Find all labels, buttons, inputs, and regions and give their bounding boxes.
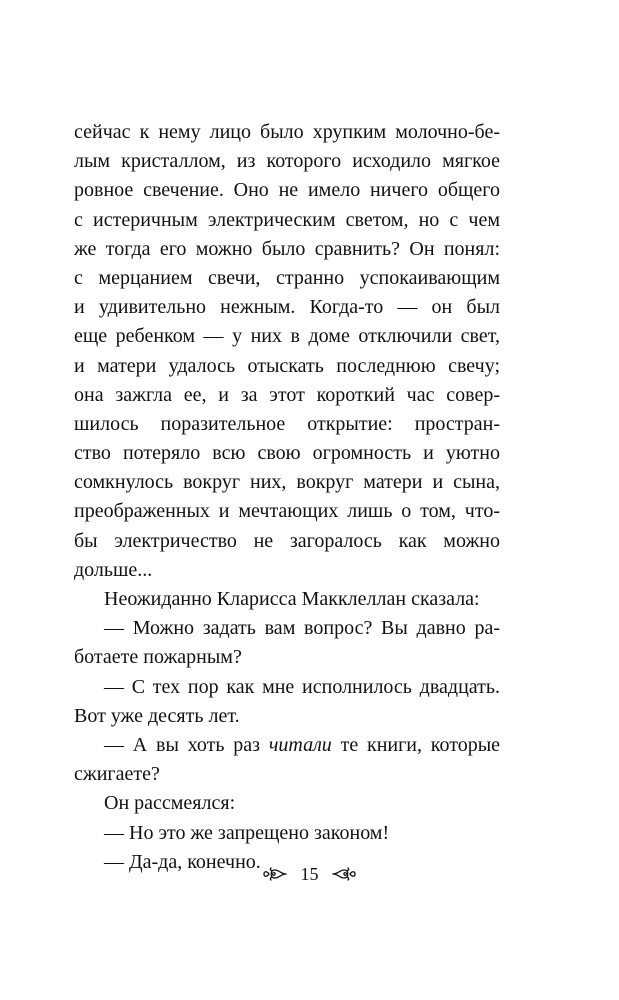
paragraph-dialogue: [74, 819, 500, 848]
text-line: с истеричным электрическим светом, но с чем: [74, 208, 500, 231]
text-line: сомкнулось вокруг них, вокруг матери и сына,: [74, 471, 500, 494]
paragraph-narration: [74, 585, 500, 614]
fleuron-right-icon: [331, 865, 357, 883]
text-line: — С тех пор как мне исполнилось двадцать.: [104, 675, 500, 698]
text-line: преображенных и мечтающих лишь о том, что-: [74, 500, 500, 523]
page-body: [74, 118, 500, 877]
paragraph-narration: [74, 789, 500, 818]
paragraph-dialogue: [74, 731, 500, 789]
text-line: и матери удалось отыскать последнюю свечу;: [74, 354, 500, 377]
text-line: бы электричество не загоралось как можно: [74, 529, 500, 552]
text-line: — Можно задать вам вопрос? Вы давно ра-: [104, 617, 500, 640]
text-line: Неожиданно Кларисса Макклеллан сказала:: [104, 588, 480, 610]
text-line: сжигаете?: [74, 763, 160, 786]
text-line: еще ребенком — у них в доме отключили свет,: [74, 325, 500, 348]
text-line: шилось поразительное открытие: простран-: [74, 412, 500, 435]
text-fragment: — А вы хоть раз: [104, 733, 269, 756]
text-line: и удивительно нежным. Когда-то — он был: [74, 296, 500, 319]
page-number: 15: [300, 863, 319, 884]
text-fragment: те книги, которые: [331, 733, 501, 756]
text-line: ботаете пожарным?: [74, 646, 242, 669]
text-line: — Но это же запрещено законом!: [104, 821, 390, 844]
text-line: же тогда его можно было сравнить? Он понял:: [74, 237, 500, 260]
text-line: Вот уже десять лет.: [74, 704, 240, 727]
text-line: Он рассмеялся:: [104, 792, 236, 815]
page-footer: [0, 860, 619, 886]
text-line: — Да-да, конечно.: [104, 850, 261, 873]
text-line: ство потеряло всю свою огромность и уютно: [74, 442, 500, 465]
text-line: лым кристаллом, из которого исходило мягкое: [74, 150, 500, 173]
text-line: она зажгла ее, и за этот короткий час совер-: [74, 383, 500, 406]
text-line: с мерцанием свечи, странно успокаивающим: [74, 266, 500, 289]
text-line: ровное свечение. Оно не имело ничего общего: [74, 179, 500, 202]
paragraph-dialogue: [74, 614, 500, 672]
emphasis-word: читали: [268, 733, 332, 756]
text-line: сейчас к нему лицо было хрупким молочно-бе-: [74, 121, 500, 143]
text-line: [74, 731, 500, 760]
fleuron-left-icon: [262, 865, 288, 883]
text-line: дольше...: [74, 558, 153, 581]
paragraph-dialogue: [74, 673, 500, 731]
paragraph-main: [74, 118, 500, 585]
